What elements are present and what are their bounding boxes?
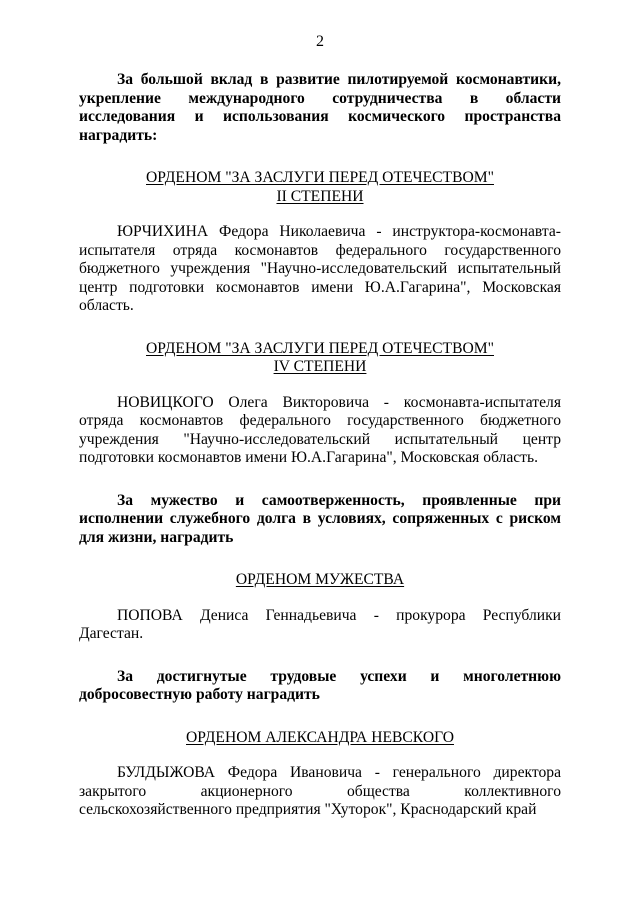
award-recipient: ЮРЧИХИНА Федора Николаевича - инструктора-космонавта-испытателя отряда космонавтов федерального государственного бюджетного учреждения "Научно-исследовательский испытательный центр подготовки космонавтов имени Ю.А.Гагарина", Московская область. [79,223,561,314]
section-intro: За мужество и самоотверженность, проявленные при исполнении служебного долга в условиях, сопряженных с риском для жизни, наградить [79,491,561,546]
decree-body [79,71,561,820]
section-intro: За достигнутые трудовые успехи и многолетнюю добросовестную работу наградить [79,667,561,703]
award-title: ОРДЕНОМ "ЗА ЗАСЛУГИ ПЕРЕД ОТЕЧЕСТВОМ" [146,169,494,186]
award-degree: II СТЕПЕНИ [276,187,364,205]
award-title: ОРДЕНОМ АЛЕКСАНДРА НЕВСКОГО [186,728,454,746]
award-recipient: ПОПОВА Дениса Геннадьевича - прокурора Республики Дагестан. [79,606,561,642]
section-intro: За большой вклад в развитие пилотируемой космонавтики, укрепление международного сотрудничества в области исследования и использования космического пространства наградить: [79,71,561,144]
award-recipient: БУЛДЫЖОВА Федора Ивановича - генерального директора закрытого акционерного общества коллективного сельскохозяйственного предприятия "Хуторок", Краснодарский край [79,764,561,818]
award-title: ОРДЕНОМ "ЗА ЗАСЛУГИ ПЕРЕД ОТЕЧЕСТВОМ" [146,339,494,357]
page-number: 2 [316,33,324,50]
award-title: ОРДЕНОМ МУЖЕСТВА [235,571,405,588]
award-degree: IV СТЕПЕНИ [273,358,367,375]
award-recipient: НОВИЦКОГО Олега Викторовича - космонавта-испытателя отряда космонавтов федерального государственного бюджетного учреждения "Научно-исследовательский испытательный центр подготовки космонавтов имени Ю.А.Гагарина", Московская область. [79,393,561,466]
